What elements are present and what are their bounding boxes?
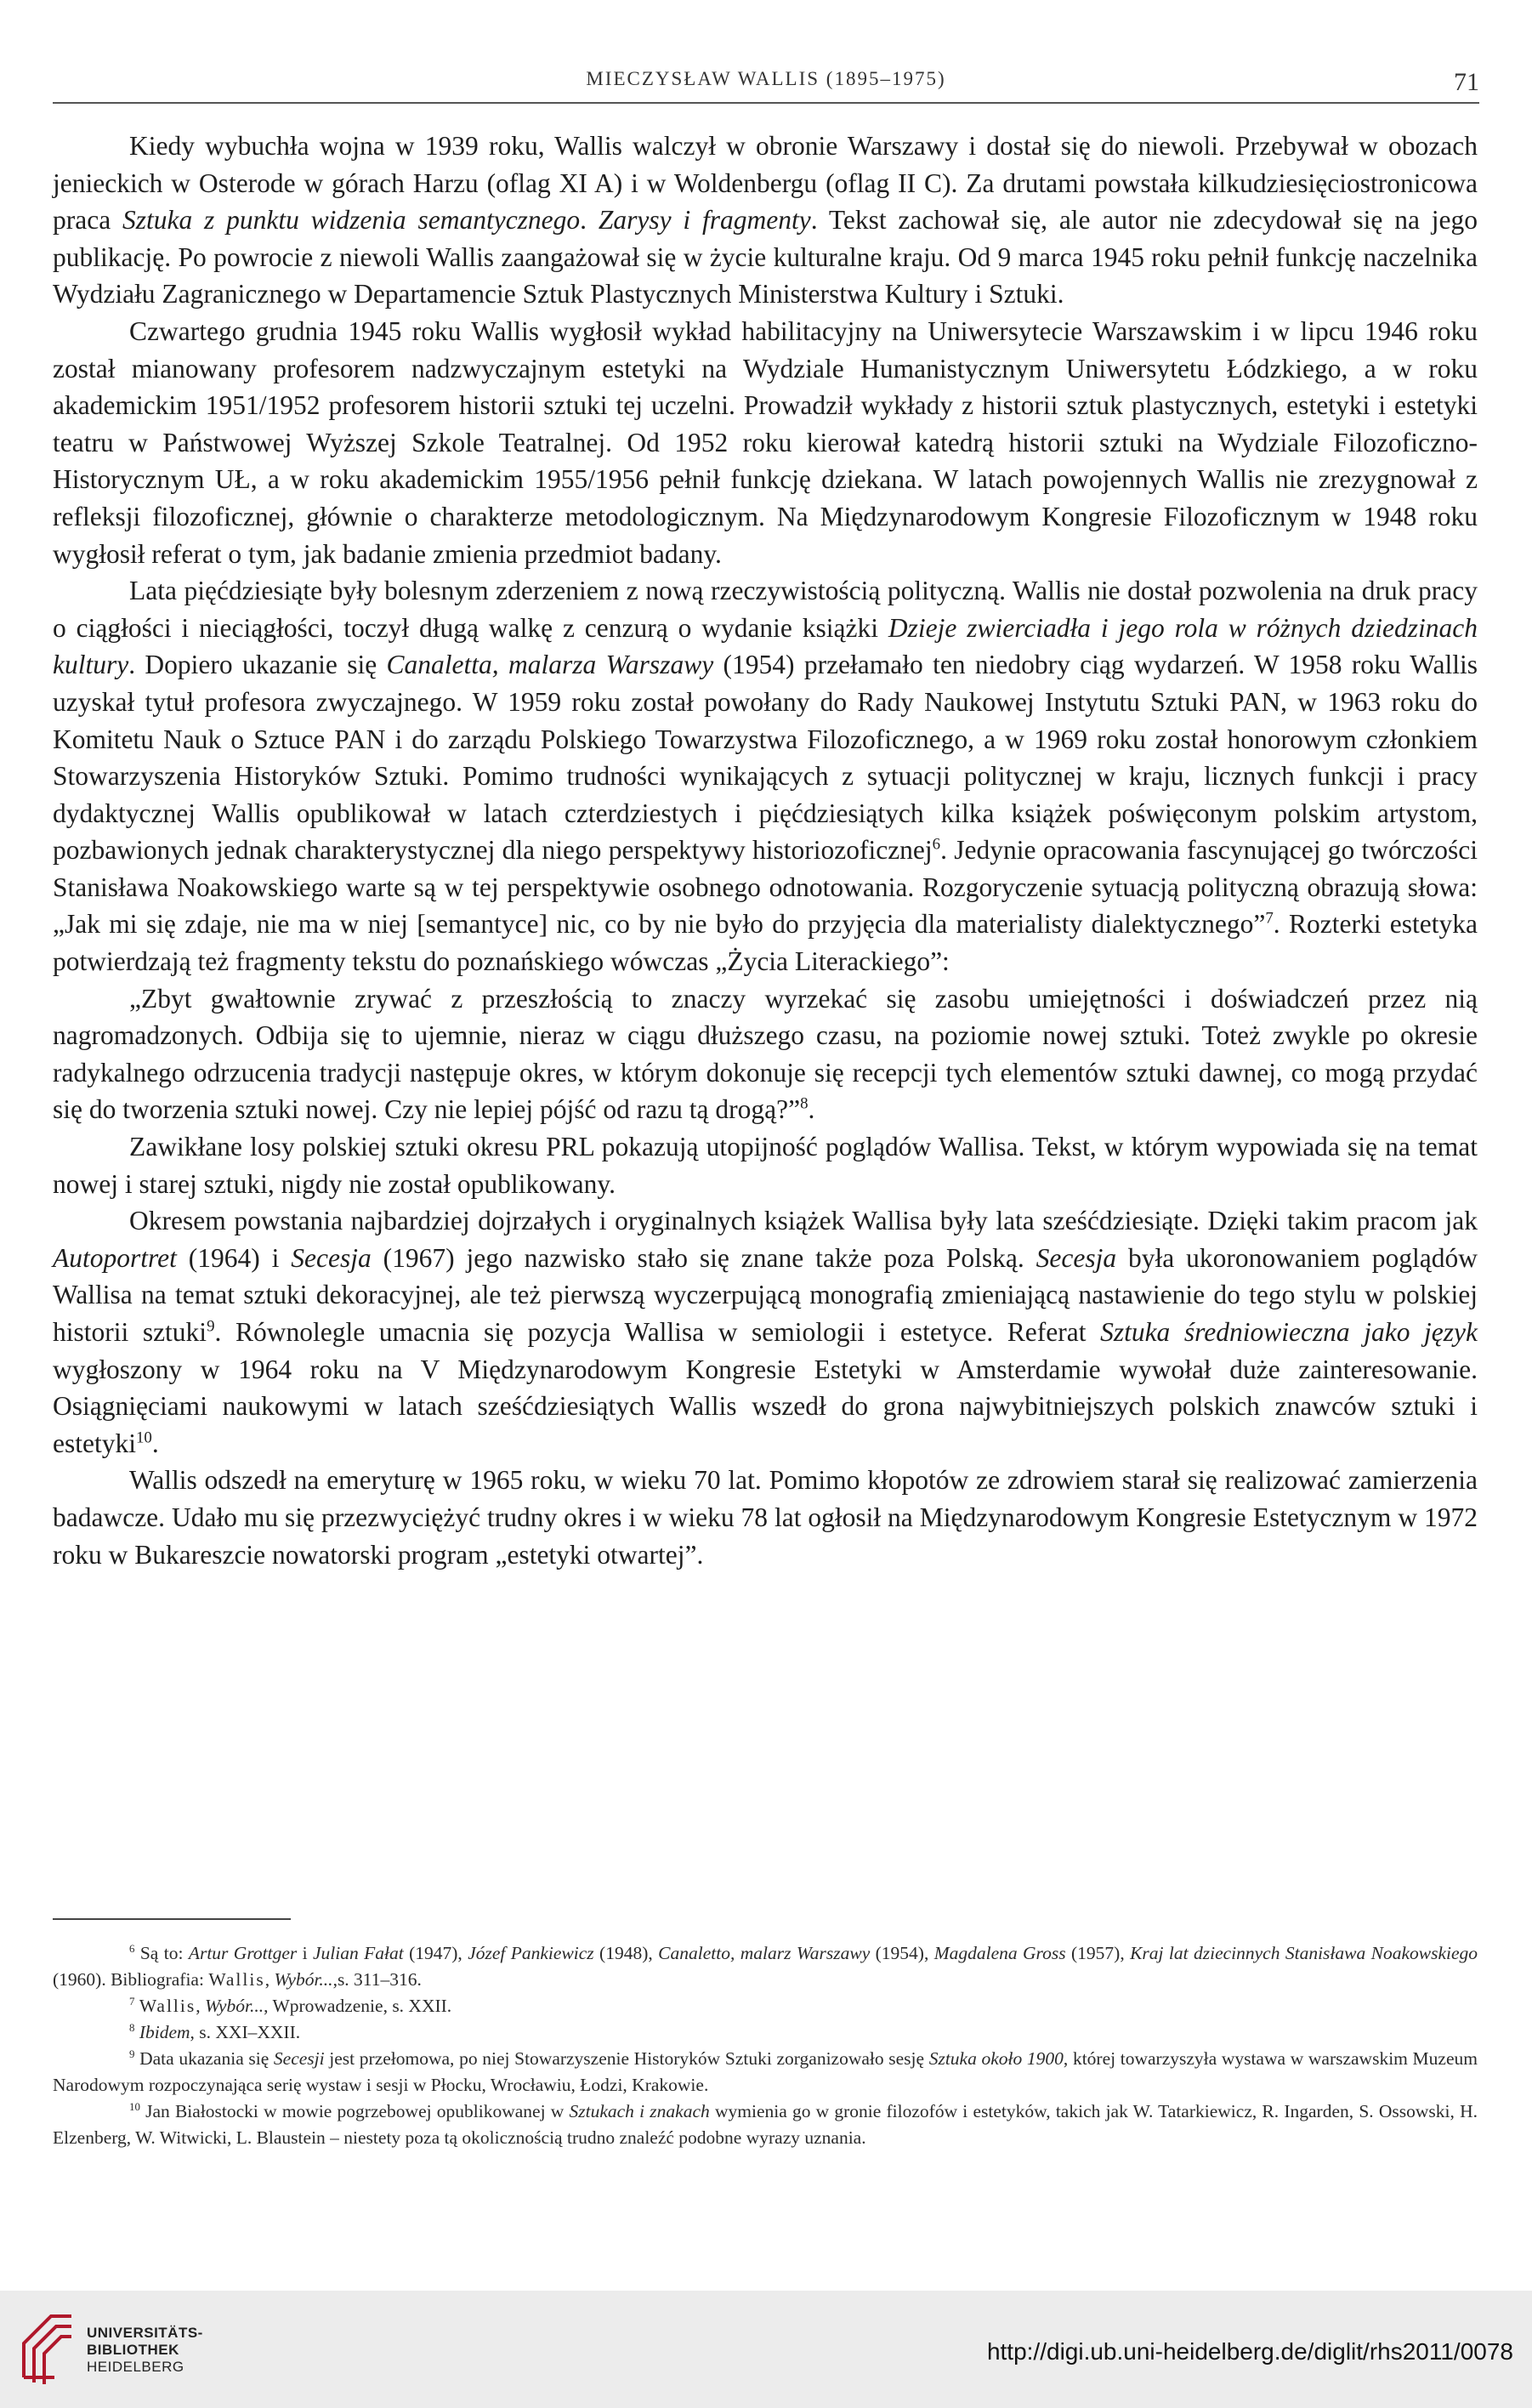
text-run: (1948), bbox=[593, 1943, 659, 1963]
footnote-ref: 10 bbox=[135, 1428, 152, 1447]
title-run: Kraj lat dziecinnych Stanisława Noakowskiego bbox=[1130, 1943, 1478, 1963]
body-text bbox=[53, 128, 1478, 1573]
text-run: (1954) przełamało ten niedobry ciąg wydarzeń. W 1958 roku Wallis uzyskał tytuł profesora zwyczajnego. W 1959 roku został powołany do Rady Naukowej Instytutu Sztuki PAN, w 1963 roku do Komitetu Nauk o Sztuce PAN i do zarządu Polskiego Towarzystwa Filozoficznego, a w 1969 roku został honorowym członkiem Stowarzyszenia Historyków Sztuki. Pomimo trudności wynikających z sytuacji politycznej w kraju, licznych funkcji i pracy dydaktycznej Wallis opublikował w latach czterdziestych i pięćdziesiątych kilka książek poświęconym polskim artystom, pozbawionych jednak charakterystycznej dla niego perspektywy historiozoficznej bbox=[53, 650, 1478, 866]
text-run: (1947), bbox=[403, 1943, 468, 1963]
title-run: Canaletta, malarza Warszawy bbox=[386, 650, 714, 680]
paragraph-1 bbox=[53, 128, 1478, 313]
title-run: Canaletto, malarz Warszawy bbox=[658, 1943, 871, 1963]
text-run: Okresem powstania najbardziej dojrzałych i oryginalnych książek Wallisa były lata sześćdziesiąte. Dzięki takim pracom jak bbox=[129, 1206, 1478, 1236]
title-run: Sztuka około 1900 bbox=[928, 2048, 1064, 2069]
library-logo-icon bbox=[17, 2309, 78, 2388]
footnote-number: 10 bbox=[129, 2100, 140, 2113]
paragraph-3 bbox=[53, 572, 1478, 980]
footnote-rule bbox=[53, 1918, 291, 1920]
footnote-9 bbox=[53, 2046, 1478, 2098]
footnote-number: 8 bbox=[129, 2021, 135, 2034]
header-rule bbox=[53, 102, 1479, 104]
text-run: (1967) jego nazwisko stało się znane także poza Polską. bbox=[371, 1242, 1036, 1273]
text-run: . Jedynie opracowania fascynującej go twórczości Stanisława Noakowskiego warte są w tej perspektywie osobnego odnotowania. Rozgoryczenie sytuacją polityczną obrazują słowa: „Jak mi się zdaje, nie ma w niej [semantyce] nic, co by nie było do przyjęcia dla materialisty dialektycznego” bbox=[53, 835, 1478, 940]
block-quote bbox=[53, 980, 1478, 1128]
text-run: . bbox=[151, 1428, 159, 1458]
title-run: Wybór... bbox=[204, 1996, 264, 2016]
footnote-ref: 9 bbox=[207, 1317, 215, 1336]
text-run: wygłoszony w 1964 roku na V Międzynarodowym Kongresie Estetyki w Amsterdamie wywołał duże zainteresowanie. Osiągnięciami naukowymi w latach sześćdziesiątych Wallis wszedł do grona najwybitniejszych polskich znawców sztuki i estetyki bbox=[53, 1354, 1478, 1458]
text-run: , bbox=[196, 1996, 205, 2016]
text-run: (1957), bbox=[1065, 1943, 1131, 1963]
text-run: . bbox=[808, 1094, 815, 1125]
library-name bbox=[87, 2325, 203, 2376]
text-run: ,s. 311–316. bbox=[332, 1969, 422, 1990]
text-run: (1960). Bibliografia: bbox=[53, 1969, 209, 1990]
text-run: , Wprowadzenie, s. XXII. bbox=[264, 1996, 452, 2016]
paragraph-2: Czwartego grudnia 1945 roku Wallis wygłosił wykład habilitacyjny na Uniwersytecie Warszawskim i w lipcu 1946 roku został mianowany profesorem nadzwyczajnym estetyki na Wydziale Humanistycznym Uniwersytetu Łódzkiego, a w roku akademickim 1951/1952 profesorem historii sztuki tej uczelni. Prowadził wykłady z historii sztuk plastycznych, estetyki i estetyki teatru w Państwowej Wyższej Szkole Teatralnej. Od 1952 roku kierował katedrą historii sztuki na Wydziale Filozoficzno-Historycznym UŁ, a w roku akademickim 1955/1956 pełnił funkcję dziekana. W latach powojennych Wallis nie zrezygnował z refleksji filozoficznej, głównie o charakterze metodologicznym. Na Międzynarodowym Kongresie Filozoficznym w 1948 roku wygłosił referat o tym, jak badanie zmienia przedmiot badany. bbox=[53, 315, 1478, 569]
text-run: (1954), bbox=[870, 1943, 934, 1963]
title-run: Secesja bbox=[1036, 1242, 1117, 1273]
title-run: Sztukach i znakach bbox=[569, 2101, 710, 2121]
running-head: MIECZYSŁAW WALLIS (1895–1975) bbox=[586, 68, 946, 89]
text-run: . Rozterki estetyka potwierdzają też fragmenty tekstu do poznańskiego wówczas „Życia Literackiego”: bbox=[53, 909, 1478, 977]
text-run: . Równolegle umacnia się pozycja Wallisa w semiologii i estetyce. Referat bbox=[214, 1317, 1101, 1347]
page-header bbox=[53, 63, 1479, 107]
footnote-7 bbox=[53, 1993, 1478, 2019]
text-run: Kiedy wybuchła wojna w 1939 roku, Wallis walczył w obronie Warszawy i dostał się do niewoli. Przebywał w obozach jenieckich w Osterode w górach Harzu (oflag XI A) i w Woldenbergu (oflag II C). Za drutami powstała kilkudziesięciostronicowa praca bbox=[53, 131, 1478, 236]
paragraph-4: Zawikłane losy polskiej sztuki okresu PRL pokazują utopijność poglądów Wallisa. Tekst, w którym wypowiada się na temat nowej i starej sztuki, nigdy nie został opublikowany. bbox=[53, 1132, 1478, 1199]
text-run: , której towarzyszyła wystawa w warszawskim Muzeum Narodowym rozpoczynająca serię wystaw i sesji w Płocku, Wrocławiu, Łodzi, Krakowie. bbox=[53, 2048, 1478, 2095]
text-run: , bbox=[264, 1969, 275, 1990]
author-run: Wallis bbox=[208, 1969, 265, 1990]
title-run: Dzieje zwierciadła i jego rola w różnych dziedzinach kultury bbox=[53, 612, 1478, 680]
footnote-ref: 8 bbox=[800, 1094, 809, 1113]
library-name-line: BIBLIOTHEK bbox=[87, 2342, 179, 2358]
footnote-6 bbox=[53, 1940, 1478, 1993]
paragraph-6: Wallis odszedł na emeryturę w 1965 roku, w wieku 70 lat. Pomimo kłopotów ze zdrowiem starał się realizować zamierzenia badawcze. Udało mu się przezwyciężyć trudny okres i w wieku 78 lat ogłosił na Międzynarodowym Kongresie Estetycznym w 1972 roku w Bukareszcie nowatorski program „estetyki otwartej”. bbox=[53, 1465, 1478, 1570]
text-run: jest przełomowa, po niej Stowarzyszenie Historyków Sztuki zorganizowało sesję bbox=[324, 2048, 929, 2069]
paragraph-5 bbox=[53, 1202, 1478, 1462]
footnote-ref: 7 bbox=[1265, 909, 1274, 928]
library-name-line: HEIDELBERG bbox=[87, 2359, 184, 2375]
author-run: Wallis bbox=[139, 1996, 196, 2016]
text-run: „Zbyt gwałtownie zrywać z przeszłością to znaczy wyrzekać się zasobu umiejętności i doświadczeń przez nią nagromadzonych. Odbija się to ujemnie, nieraz w ciągu dłuższego czasu, na poziomie nowej sztuki. Toteż zwykle po okresie radykalnego odrzucenia tradycji następuje okres, w którym dokonuje się recepcji tych elementów sztuki dawnej, co mogą przydać się do tworzenia sztuki nowej. Czy nie lepiej pójść od razu tą drogą?” bbox=[53, 983, 1478, 1125]
text-run: wymienia go w gronie filozofów i estetyków, takich jak W. Tatarkiewicz, R. Ingarden, S. Ossowski, H. Elzenberg, W. Witwicki, L. Blaustein – niestety poza tą okolicznością trudno znaleźć podobne wyrazy uznania. bbox=[53, 2101, 1478, 2148]
title-run: Artur Grottger bbox=[188, 1943, 298, 1963]
text-run: i bbox=[297, 1943, 313, 1963]
library-name-line: UNIVERSITÄTS- bbox=[87, 2325, 203, 2341]
page-number: 71 bbox=[1454, 68, 1479, 96]
footnote-number: 7 bbox=[129, 1995, 135, 2008]
title-run: Julian Fałat bbox=[313, 1943, 404, 1963]
text-run: Lata pięćdziesiąte były bolesnym zderzeniem z nową rzeczywistością polityczną. Wallis nie dostał pozwolenia na druk pracy o ciągłości i nieciągłości, toczył długą walkę z cenzurą o wydanie książki bbox=[53, 576, 1478, 643]
title-run: Magdalena Gross bbox=[933, 1943, 1066, 1963]
text-run: Jan Białostocki w mowie pogrzebowej opublikowanej w bbox=[139, 2101, 570, 2121]
text-run: Data ukazania się bbox=[134, 2048, 274, 2069]
title-run: Wybór... bbox=[274, 1969, 333, 1990]
source-url-link[interactable]: http://digi.ub.uni-heidelberg.de/diglit/rhs2011/0078 bbox=[986, 2338, 1513, 2365]
text-run: , s. XXI–XXII. bbox=[190, 2022, 301, 2042]
text-run: (1964) i bbox=[176, 1242, 292, 1273]
footnote-10 bbox=[53, 2098, 1478, 2151]
title-run: Józef Pankiewicz bbox=[468, 1943, 594, 1963]
footnotes bbox=[53, 1940, 1478, 2151]
text-run: była ukoronowaniem poglądów Wallisa na temat sztuki dekoracyjnej, ale też pierwszą wyczerpującą monografią zmieniającą nastawienie do tego stylu w polskiej historii sztuki bbox=[53, 1242, 1478, 1347]
library-footer-bar bbox=[0, 2291, 1532, 2408]
text-run: . Dopiero ukazanie się bbox=[128, 650, 387, 680]
footnote-8 bbox=[53, 2019, 1478, 2046]
title-run: Secesji bbox=[273, 2048, 325, 2069]
footnote-number: 6 bbox=[129, 1942, 135, 1955]
title-run: Sztuka z punktu widzenia semantycznego bbox=[122, 205, 581, 236]
title-run: Ibidem bbox=[139, 2022, 190, 2042]
title-run: Secesja bbox=[291, 1242, 372, 1273]
title-run: Zarysy i fragmenty bbox=[598, 205, 811, 236]
text-run: . bbox=[580, 205, 599, 236]
text-run: Są to: bbox=[134, 1943, 189, 1963]
text-run: . Tekst zachował się, ale autor nie zdecydował się na jego publikację. Po powrocie z niewoli Wallis zaangażował się w życie kulturalne kraju. Od 9 marca 1945 roku pełnił funkcję naczelnika Wydziału Zagranicznego w Departamencie Sztuk Plastycznych Ministerstwa Kultury i Sztuki. bbox=[53, 205, 1478, 310]
title-run: Autoportret bbox=[53, 1242, 177, 1273]
footnote-number: 9 bbox=[129, 2047, 135, 2060]
title-run: Sztuka średniowieczna jako język bbox=[1100, 1317, 1478, 1347]
footnote-ref: 6 bbox=[932, 835, 941, 854]
